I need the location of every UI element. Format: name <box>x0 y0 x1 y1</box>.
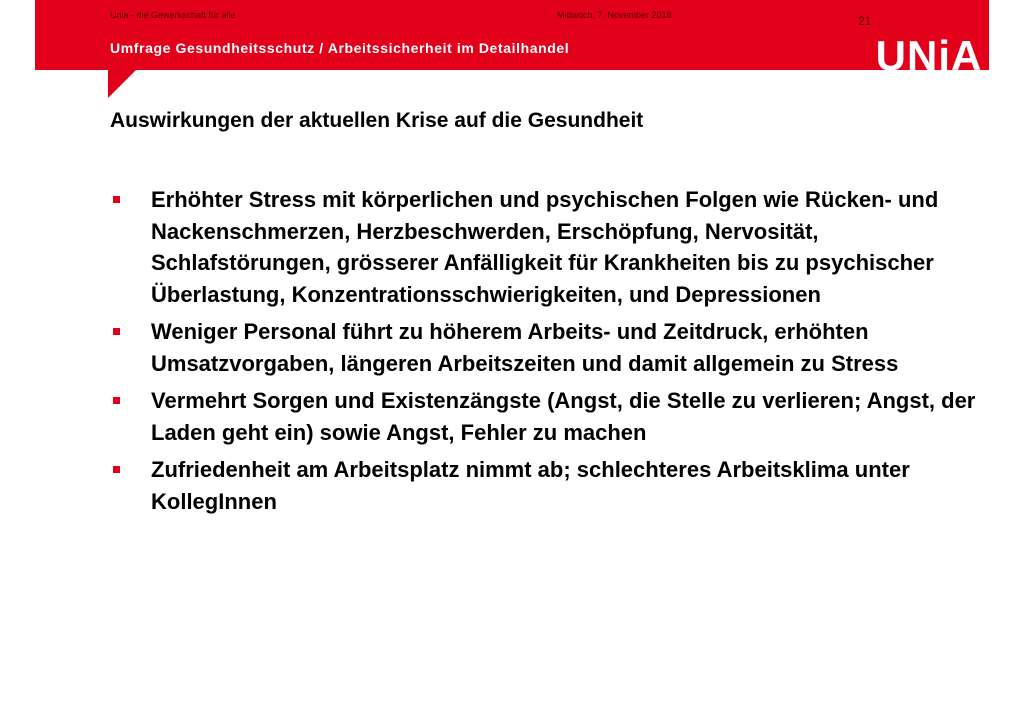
org-tagline: Unia - die Gewerkschaft für alle <box>110 10 236 20</box>
bullet-text: Weniger Personal führt zu höherem Arbeits- und Zeitdruck, erhöhten Umsatzvorgaben, längeren Arbeitszeiten und damit allgemein zu Stress <box>151 319 899 376</box>
bullet-item <box>110 184 1000 310</box>
header-band-tail <box>108 70 136 98</box>
slide-date: Mittwoch, 7. November 2018 <box>557 10 672 20</box>
bullet-square-icon <box>113 397 120 404</box>
bullet-square-icon <box>113 196 120 203</box>
bullet-item <box>110 316 1000 379</box>
unia-logo <box>867 30 991 74</box>
bullet-text: Vermehrt Sorgen und Existenzängste (Angst, die Stelle zu verlieren; Angst, der Laden geht ein) sowie Angst, Fehler zu machen <box>151 388 976 445</box>
slide-number: 21 <box>858 14 872 28</box>
survey-title: Umfrage Gesundheitsschutz / Arbeitssicherheit im Detailhandel <box>110 40 570 56</box>
bullet-square-icon <box>113 466 120 473</box>
bullet-square-icon <box>113 328 120 335</box>
bullet-item <box>110 385 1000 448</box>
unia-logo-text: UNiA <box>875 32 983 74</box>
bullet-item <box>110 454 1000 517</box>
slide-heading: Auswirkungen der aktuellen Krise auf die Gesundheit <box>110 109 644 132</box>
bullet-text: Erhöhter Stress mit körperlichen und psychischen Folgen wie Rücken- und Nackenschmerzen, Herzbeschwerden, Erschöpfung, Nervosität, Schlafstörungen, grösserer Anfälligkeit für Krankheiten bis zu psychischer Überlastung, Konzentrationsschwierigkeiten, und Depressionen <box>151 187 939 307</box>
bullet-text: Zufriedenheit am Arbeitsplatz nimmt ab; schlechteres Arbeitsklima unter KollegInnen <box>151 457 910 514</box>
bullet-list <box>110 184 1000 523</box>
